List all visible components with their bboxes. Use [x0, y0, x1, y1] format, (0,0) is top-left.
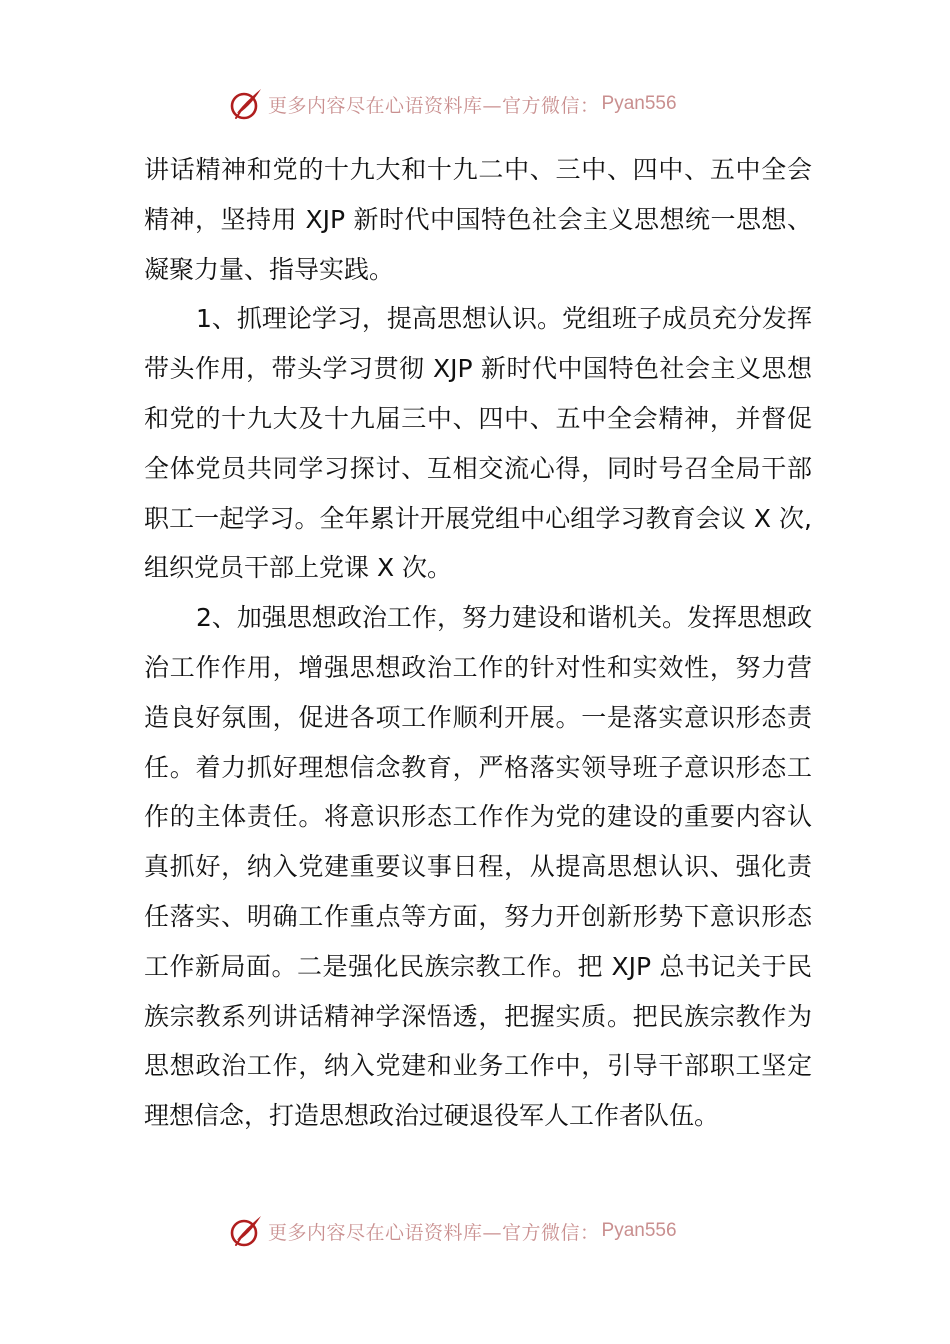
paragraph-continued: 讲话精神和党的十九大和十九二中、三中、四中、五中全会精神，坚持用 XJP 新时代中国特色社会主义思想统一思想、凝聚力量、指导实践。: [144, 155, 812, 284]
paragraph-political-work: 2、加强思想政治工作，努力建设和谐机关。发挥思想政治工作作用，增强思想政治工作的针对性和实效性，努力营造良好氛围，促进各项工作顺利开展。一是落实意识形态责任。着力抓好理想信念教育，严格落实领导班子意识形态工作的主体责任。将意识形态工作作为党的建设的重要内容认真抓好，纳入党建重要议事日程，从提高思想认识、强化责任落实、明确工作重点等方面，努力开创新形势下意识形态工作新局面。二是强化民族宗教工作。把 XJP 总书记关于民族宗教系列讲话精神学深悟透，把握实质。把民族宗教作为思想政治工作，纳入党建和业务工作中，引导干部职工坚定理想信念，打造思想政治过硬退役军人工作者队伍。: [144, 603, 812, 1131]
watermark-text: 更多内容尽在心语资料库—官方微信：: [268, 94, 600, 117]
quill-logo-icon: [228, 1213, 264, 1249]
watermark-text: 更多内容尽在心语资料库—官方微信：: [268, 1221, 600, 1244]
header-watermark: [228, 84, 677, 124]
watermark-wechat-id: Pyan556: [601, 1220, 677, 1241]
watermark-wechat-id: Pyan556: [601, 93, 677, 114]
quill-logo-icon: [228, 86, 264, 122]
paragraph-theory-study: 1、抓理论学习，提高思想认识。党组班子成员充分发挥带头作用，带头学习贯彻 XJP 新时代中国特色社会主义思想和党的十九大及十九届三中、四中、五中全会精神，并督促全体党员共同学习探讨、互相交流心得，同时号召全局干部职工一起学习。全年累计开展党组中心组学习教育会议 X 次,组织党员干部上党课 X 次。: [144, 304, 812, 583]
footer-watermark: [228, 1211, 677, 1251]
document-body: [144, 145, 812, 1141]
